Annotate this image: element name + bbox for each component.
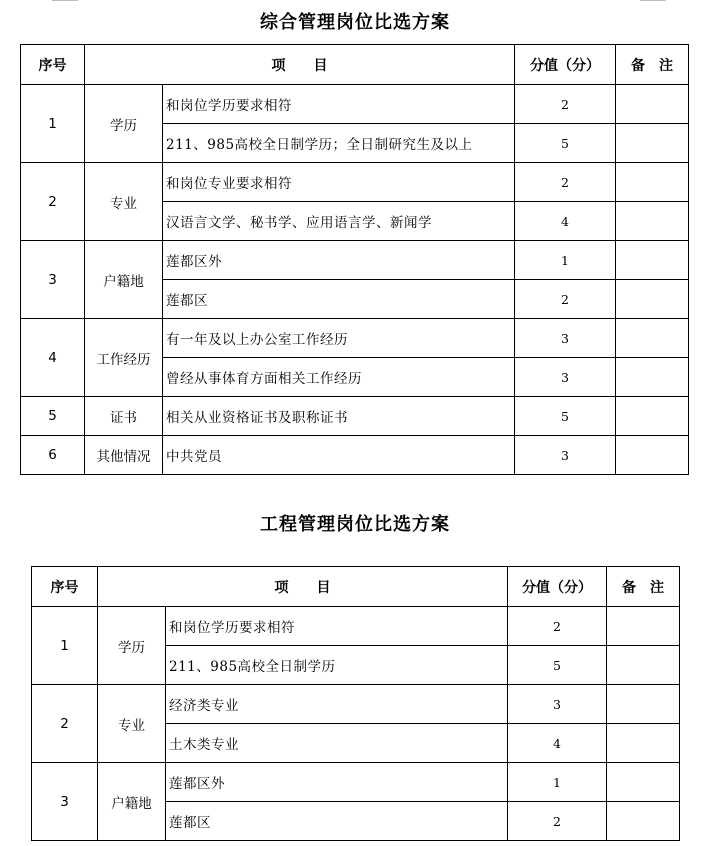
row-remark <box>616 397 689 436</box>
table1-header-row <box>21 45 689 85</box>
row-item: 经济类专业 <box>166 685 508 724</box>
row-category: 专业 <box>98 685 166 763</box>
row-score: 3 <box>515 319 616 358</box>
row-category: 专业 <box>85 163 163 241</box>
table-row <box>32 607 680 646</box>
row-number: 4 <box>21 319 85 397</box>
row-score: 2 <box>508 802 607 841</box>
top-edge-mark-left <box>52 0 78 1</box>
row-item: 土木类专业 <box>166 724 508 763</box>
table-row <box>21 397 689 436</box>
row-score: 5 <box>515 124 616 163</box>
row-category: 户籍地 <box>85 241 163 319</box>
row-remark <box>616 241 689 280</box>
row-item: 211、985高校全日制学历 <box>166 646 508 685</box>
row-item: 相关从业资格证书及职称证书 <box>163 397 515 436</box>
table-row <box>21 163 689 202</box>
row-remark <box>616 280 689 319</box>
row-score: 4 <box>515 202 616 241</box>
table1 <box>20 44 689 475</box>
row-score: 3 <box>515 358 616 397</box>
row-remark <box>616 319 689 358</box>
row-number: 5 <box>21 397 85 436</box>
table-row <box>32 763 680 802</box>
table1-title: 综合管理岗位比选方案 <box>260 12 450 33</box>
row-score: 1 <box>515 241 616 280</box>
table-row <box>21 436 689 475</box>
row-item: 莲都区外 <box>163 241 515 280</box>
row-remark <box>616 436 689 475</box>
row-number: 1 <box>21 85 85 163</box>
row-remark <box>616 85 689 124</box>
row-number: 2 <box>21 163 85 241</box>
header-remark: 备 注 <box>607 567 680 607</box>
row-score: 5 <box>508 646 607 685</box>
header-no: 序号 <box>32 567 98 607</box>
table-row <box>21 241 689 280</box>
row-remark <box>607 763 680 802</box>
row-number: 3 <box>32 763 98 841</box>
row-item: 和岗位专业要求相符 <box>163 163 515 202</box>
header-score: 分值（分） <box>508 567 607 607</box>
row-score: 2 <box>515 85 616 124</box>
row-category: 证书 <box>85 397 163 436</box>
row-item: 莲都区 <box>163 280 515 319</box>
row-remark <box>607 607 680 646</box>
table-row <box>32 685 680 724</box>
row-item: 莲都区 <box>166 802 508 841</box>
row-score: 3 <box>515 436 616 475</box>
row-remark <box>616 358 689 397</box>
row-item: 和岗位学历要求相符 <box>163 85 515 124</box>
row-item: 中共党员 <box>163 436 515 475</box>
row-item: 莲都区外 <box>166 763 508 802</box>
row-item: 曾经从事体育方面相关工作经历 <box>163 358 515 397</box>
row-number: 6 <box>21 436 85 475</box>
row-category: 工作经历 <box>85 319 163 397</box>
table2 <box>31 566 680 841</box>
header-item: 项 目 <box>85 45 515 85</box>
table2-title: 工程管理岗位比选方案 <box>260 514 450 535</box>
row-category: 学历 <box>98 607 166 685</box>
row-number: 1 <box>32 607 98 685</box>
row-score: 4 <box>508 724 607 763</box>
header-item: 项 目 <box>98 567 508 607</box>
top-edge-mark-right <box>640 0 666 1</box>
row-score: 3 <box>508 685 607 724</box>
row-score: 2 <box>515 280 616 319</box>
row-number: 2 <box>32 685 98 763</box>
row-score: 2 <box>515 163 616 202</box>
row-item: 和岗位学历要求相符 <box>166 607 508 646</box>
header-score: 分值（分） <box>515 45 616 85</box>
row-remark <box>607 685 680 724</box>
table2-header-row <box>32 567 680 607</box>
row-remark <box>616 124 689 163</box>
row-category: 其他情况 <box>85 436 163 475</box>
table-row <box>21 319 689 358</box>
row-number: 3 <box>21 241 85 319</box>
row-score: 1 <box>508 763 607 802</box>
header-no: 序号 <box>21 45 85 85</box>
row-score: 5 <box>515 397 616 436</box>
row-item: 有一年及以上办公室工作经历 <box>163 319 515 358</box>
row-category: 户籍地 <box>98 763 166 841</box>
row-category: 学历 <box>85 85 163 163</box>
row-item: 211、985高校全日制学历；全日制研究生及以上 <box>163 124 515 163</box>
row-item: 汉语言文学、秘书学、应用语言学、新闻学 <box>163 202 515 241</box>
table-row <box>21 85 689 124</box>
row-remark <box>607 724 680 763</box>
row-remark <box>616 163 689 202</box>
row-score: 2 <box>508 607 607 646</box>
row-remark <box>607 802 680 841</box>
row-remark <box>607 646 680 685</box>
header-remark: 备 注 <box>616 45 689 85</box>
row-remark <box>616 202 689 241</box>
